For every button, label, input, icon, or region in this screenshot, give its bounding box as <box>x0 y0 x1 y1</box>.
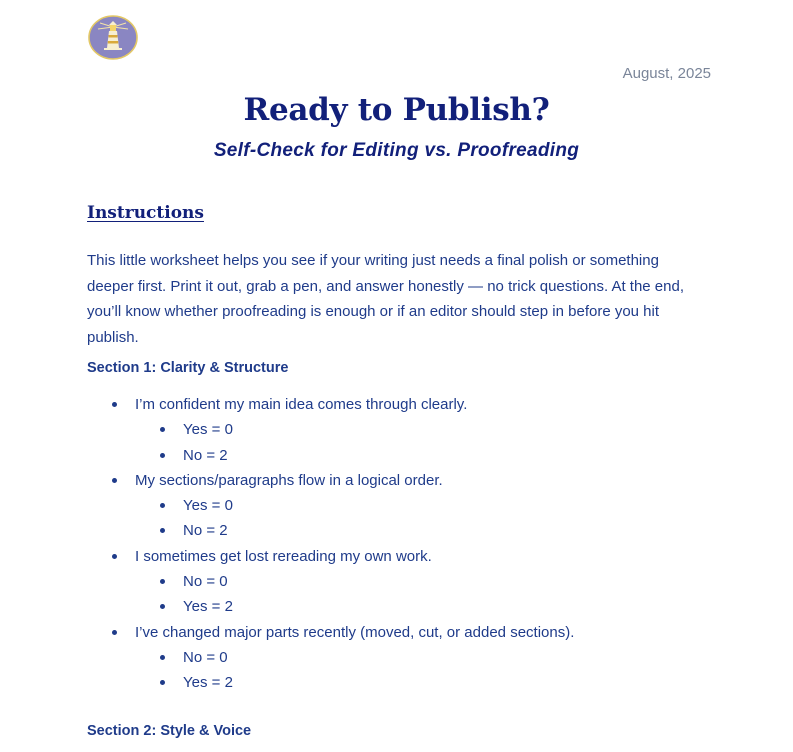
answer-option: No = 2 <box>87 443 737 468</box>
question-text: I sometimes get lost rereading my own work. <box>87 544 737 569</box>
section-1-questions <box>87 392 737 696</box>
answer-option: Yes = 2 <box>87 670 737 695</box>
question-item <box>87 468 737 544</box>
question-text: I’m confident my main idea comes through clearly. <box>87 392 737 417</box>
section-2-heading: Section 2: Style & Voice <box>87 723 252 739</box>
answer-option: Yes = 0 <box>87 493 737 518</box>
question-text: My sections/paragraphs flow in a logical order. <box>87 468 737 493</box>
answer-options <box>87 645 737 696</box>
instructions-heading: Instructions <box>87 203 204 223</box>
document-date: August, 2025 <box>622 65 711 82</box>
page-title: Ready to Publish? <box>243 92 550 128</box>
answer-options <box>87 417 737 468</box>
answer-option: Yes = 2 <box>87 594 737 619</box>
answer-option: No = 0 <box>87 569 737 594</box>
question-text: I’ve changed major parts recently (moved, cut, or added sections). <box>87 620 737 645</box>
answer-option: Yes = 0 <box>87 417 737 442</box>
question-item <box>87 544 737 620</box>
answer-options <box>87 569 737 620</box>
answer-option: No = 0 <box>87 645 737 670</box>
question-item <box>87 620 737 696</box>
section-1-heading: Section 1: Clarity & Structure <box>87 360 289 376</box>
lighthouse-logo-icon <box>88 15 138 60</box>
instructions-body: This little worksheet helps you see if your writing just needs a final polish or something deeper first. Print it out, grab a pen, and answer honestly — no trick questions. At the end, you’ll know whether proofreading is enough or if an editor should step in before you hit publish. <box>87 252 685 346</box>
answer-option: No = 2 <box>87 518 737 543</box>
answer-options <box>87 493 737 544</box>
page-subtitle: Self-Check for Editing vs. Proofreading <box>213 140 580 161</box>
question-item <box>87 392 737 468</box>
